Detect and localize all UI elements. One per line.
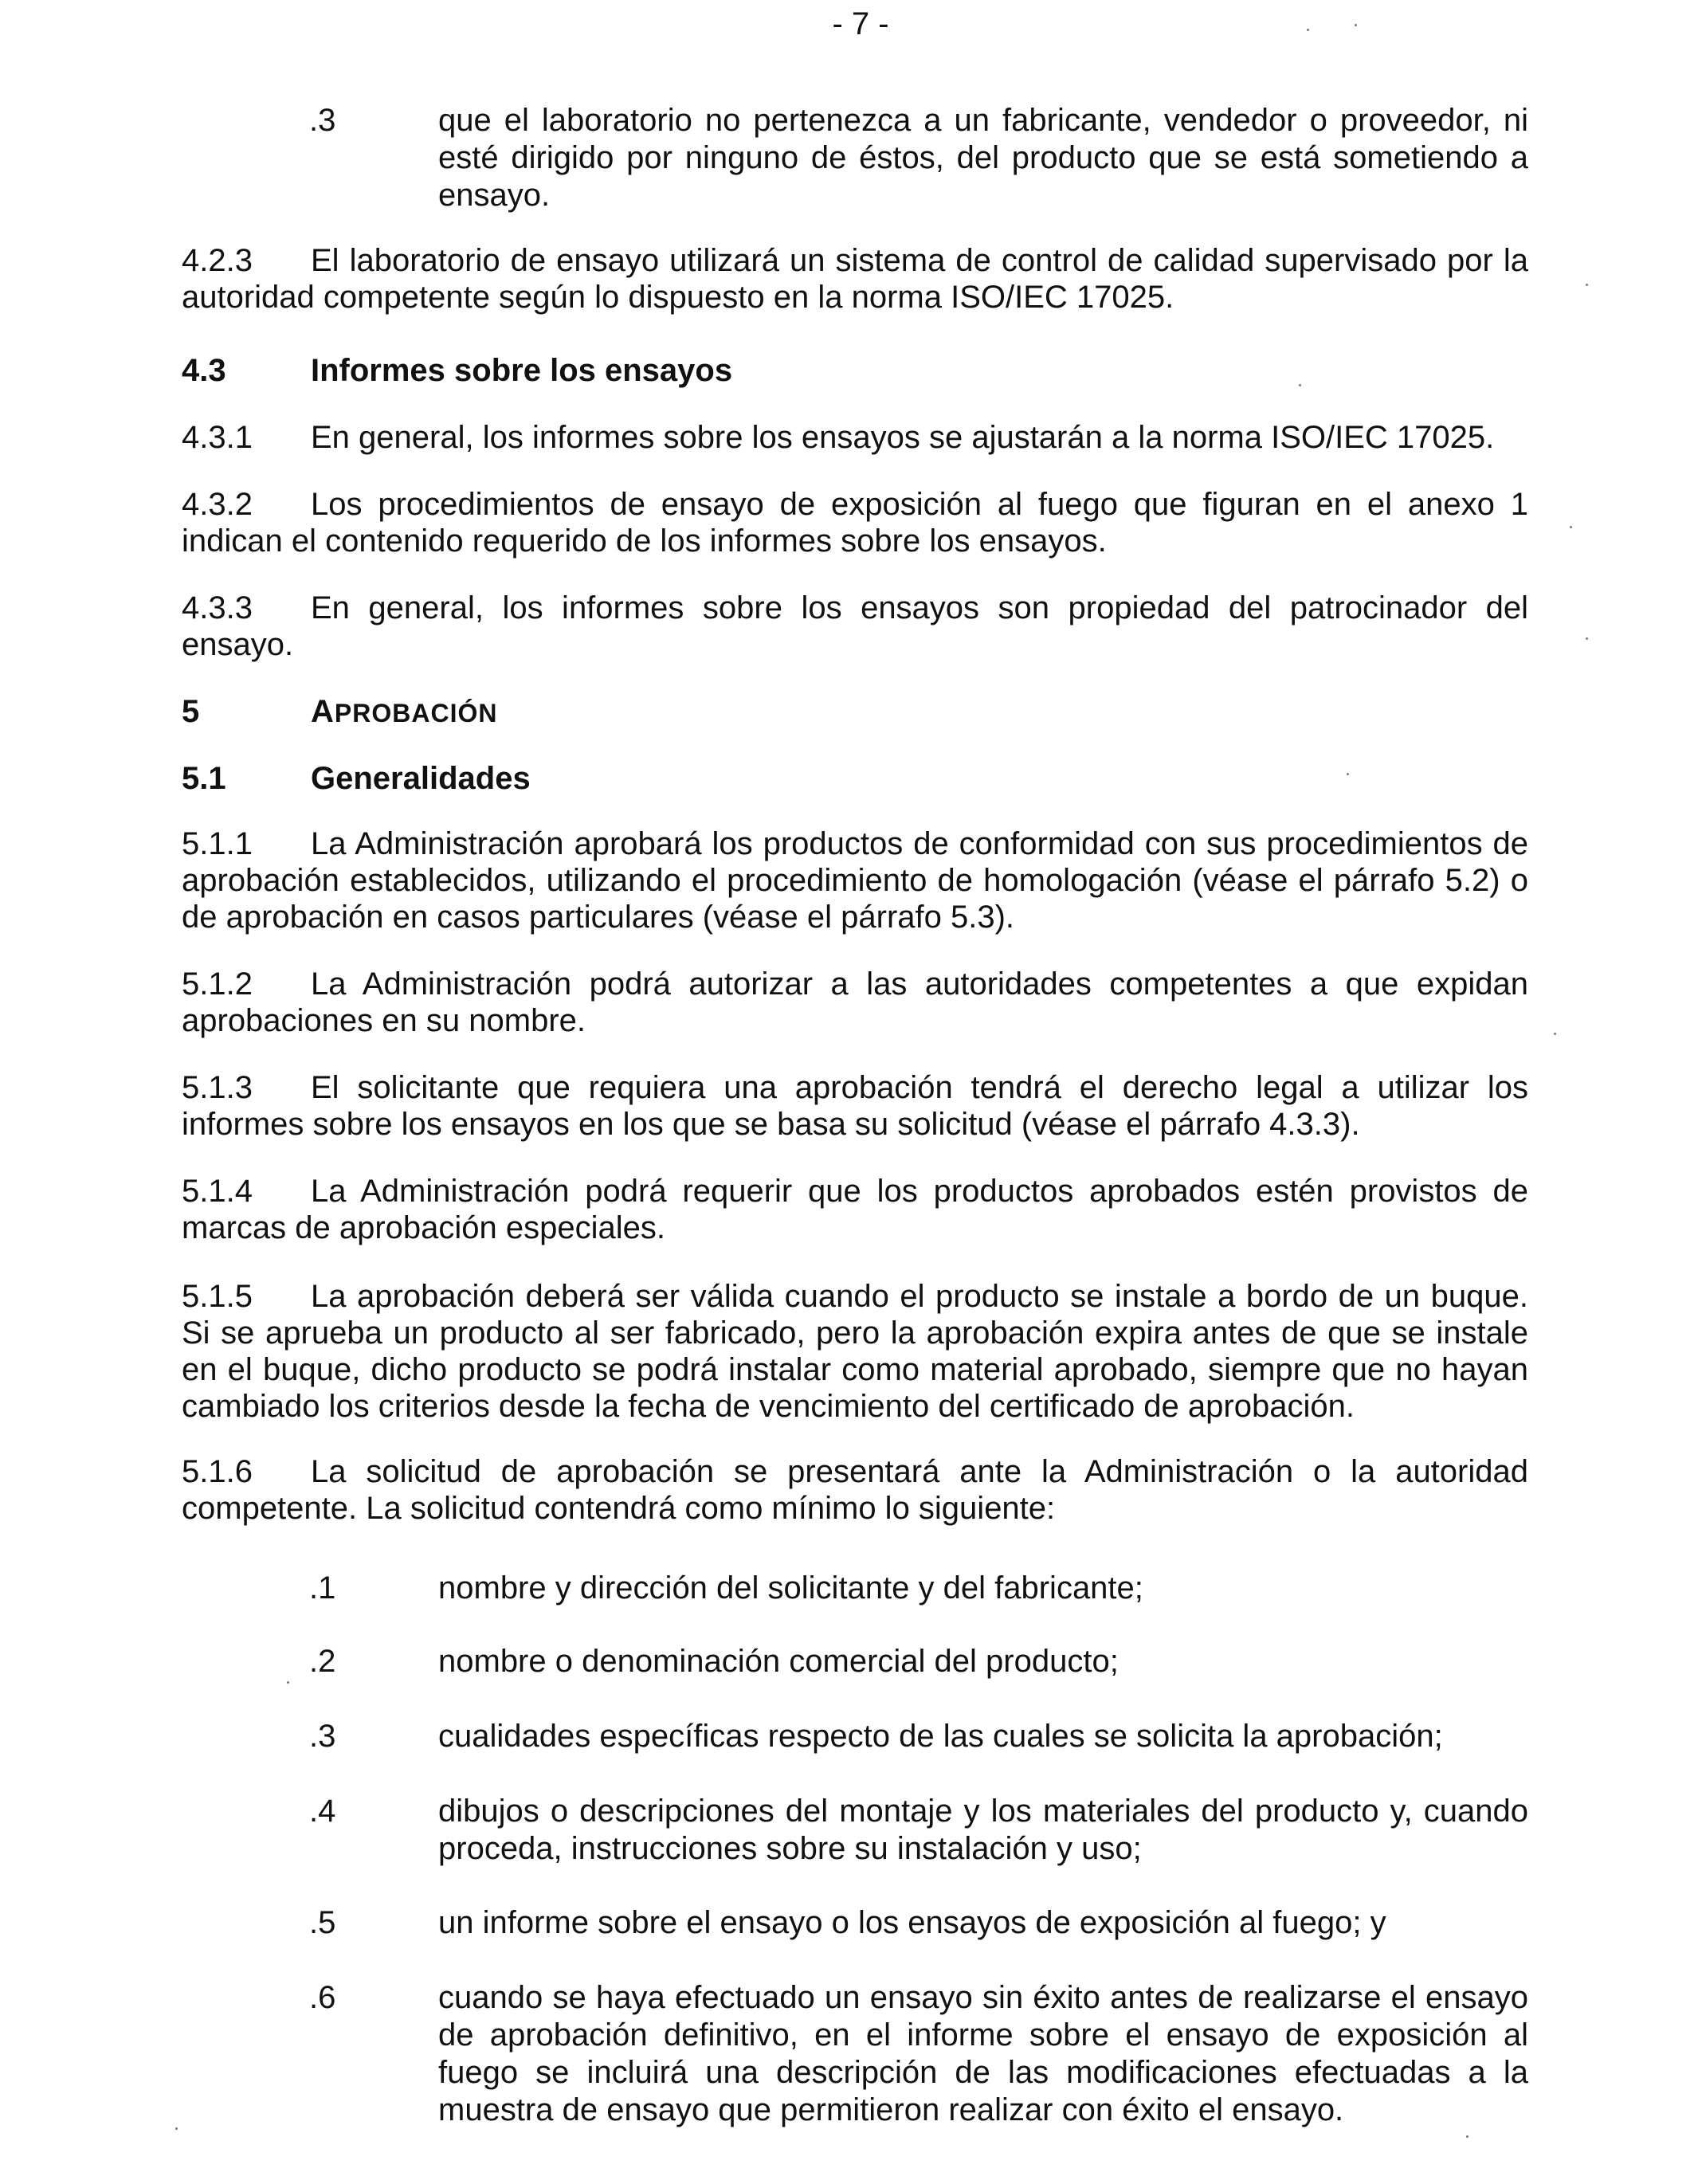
paragraph-text: La Administración podrá autorizar a las autoridades competentes a que expidan aprobaciones en su nombre.: [182, 967, 1528, 1038]
scan-speck: [287, 1681, 289, 1684]
paragraph-text: En general, los informes sobre los ensayos se ajustarán a la norma ISO/IEC 17025.: [311, 420, 1495, 455]
scan-speck: [1307, 29, 1309, 31]
paragraph-text: El solicitante que requiera una aprobación tendrá el derecho legal a utilizar los informes sobre los ensayos en los que se basa su solicitud (véase el párrafo 4.3.3).: [182, 1070, 1528, 1142]
paragraph-4-3-2: [182, 486, 1528, 559]
paragraph-number: 5.1.4: [182, 1174, 253, 1209]
list-item-text: un informe sobre el ensayo o los ensayos de exposición al fuego; y: [438, 1905, 1386, 1940]
list-item-text: cualidades específicas respecto de las cuales se solicita la aprobación;: [438, 1719, 1443, 1754]
paragraph-5-1-2: [182, 966, 1528, 1039]
heading-4-3: [182, 351, 1528, 390]
paragraph-5-1-4: [182, 1173, 1528, 1246]
paragraph-number: 5.1.6: [182, 1454, 253, 1489]
paragraph-text: El laboratorio de ensayo utilizará un sistema de control de calidad supervisado por la autoridad competente según lo dispuesto en la norma ISO/IEC 17025.: [182, 243, 1528, 315]
paragraph-5-1-3: [182, 1069, 1528, 1143]
paragraph-number: 5.1.1: [182, 826, 253, 861]
paragraph-4-3-3: [182, 590, 1528, 663]
paragraph-number: 5.1.3: [182, 1070, 253, 1105]
heading-number: 4.3: [182, 353, 226, 388]
heading-title: APROBACIÓN: [311, 694, 498, 729]
paragraph-text: La Administración podrá requerir que los productos aprobados estén provistos de marcas de aprobación especiales.: [182, 1174, 1528, 1245]
list-item-text: dibujos o descripciones del montaje y los materiales del producto y, cuando proceda, instrucciones sobre su instalación y uso;: [438, 1794, 1528, 1866]
paragraph-number: 5.1.5: [182, 1279, 253, 1314]
list-item-text: nombre y dirección del solicitante y del fabricante;: [438, 1570, 1143, 1606]
paragraph-4-2-3: [182, 242, 1528, 316]
paragraph-5-1-6: [182, 1453, 1528, 1527]
list-item-text: nombre o denominación comercial del producto;: [438, 1644, 1119, 1679]
paragraph-text: En general, los informes sobre los ensayos son propiedad del patrocinador del ensayo.: [182, 590, 1528, 662]
paragraph-number: 5.1.2: [182, 967, 253, 1002]
paragraph-5-1-1: [182, 825, 1528, 935]
scan-speck: [1586, 637, 1588, 640]
paragraph-number: 4.3.3: [182, 590, 253, 625]
list-item-number: .2: [309, 1644, 336, 1679]
paragraph-number: 4.3.1: [182, 420, 253, 455]
paragraph-text: La solicitud de aprobación se presentará ante la Administración o la autoridad competente. La solicitud contendrá como mínimo lo siguiente:: [182, 1454, 1528, 1526]
list-item-number: .3: [309, 103, 336, 138]
paragraph-4-3-1: [182, 419, 1528, 456]
list-item-number: .5: [309, 1905, 336, 1940]
scan-speck: [175, 2127, 178, 2130]
paragraph-5-1-5: [182, 1278, 1528, 1425]
paragraph-number: 4.2.3: [182, 243, 253, 278]
heading-number: 5: [182, 694, 200, 729]
page-number: - 7 -: [832, 6, 889, 41]
heading-number: 5.1: [182, 761, 226, 796]
list-item-text: que el laboratorio no pertenezca a un fabricante, vendedor o proveedor, ni esté dirigido por ninguno de éstos, del producto que se está sometiendo a ensayo.: [438, 103, 1528, 213]
list-item-number: .3: [309, 1719, 336, 1754]
scan-speck: [1466, 2135, 1469, 2138]
heading-title: Generalidades: [311, 761, 531, 796]
scan-speck: [1554, 1033, 1556, 1035]
scan-speck: [1570, 526, 1572, 528]
scan-speck: [1586, 284, 1588, 286]
paragraph-text: Los procedimientos de ensayo de exposición al fuego que figuran en el anexo 1 indican el contenido requerido de los informes sobre los ensayos.: [182, 487, 1528, 559]
list-item-number: .4: [309, 1794, 336, 1829]
scan-speck: [1355, 24, 1357, 26]
list-item-number: .6: [309, 1980, 336, 2015]
heading-5: [182, 692, 1528, 733]
paragraph-number: 4.3.2: [182, 487, 253, 522]
heading-title: Informes sobre los ensayos: [311, 353, 733, 388]
paragraph-text: La Administración aprobará los productos de conformidad con sus procedimientos de aprobación establecidos, utilizando el procedimiento de homologación (véase el párrafo 5.2) o de aprobación en casos particulares (véase el párrafo 5.3).: [182, 826, 1528, 935]
heading-5-1: [182, 759, 1528, 798]
scan-speck: [1299, 384, 1301, 386]
paragraph-text: La aprobación deberá ser válida cuando el producto se instale a bordo de un buque. Si se aprueba un producto al ser fabricado, pero la aprobación expira antes de que se instale en el buque, dicho producto se podrá instalar como material aprobado, siempre que no hayan cambiado los criterios desde la fecha de vencimiento del certificado de aprobación.: [182, 1279, 1528, 1424]
scan-speck: [1347, 773, 1349, 775]
list-item-text: cuando se haya efectuado un ensayo sin éxito antes de realizarse el ensayo de aprobación definitivo, en el informe sobre el ensayo de exposición al fuego se incluirá una descripción de las modificaciones efectuadas a la muestra de ensayo que permitieron realizar con éxito el ensayo.: [438, 1980, 1528, 2127]
list-item-number: .1: [309, 1570, 336, 1606]
